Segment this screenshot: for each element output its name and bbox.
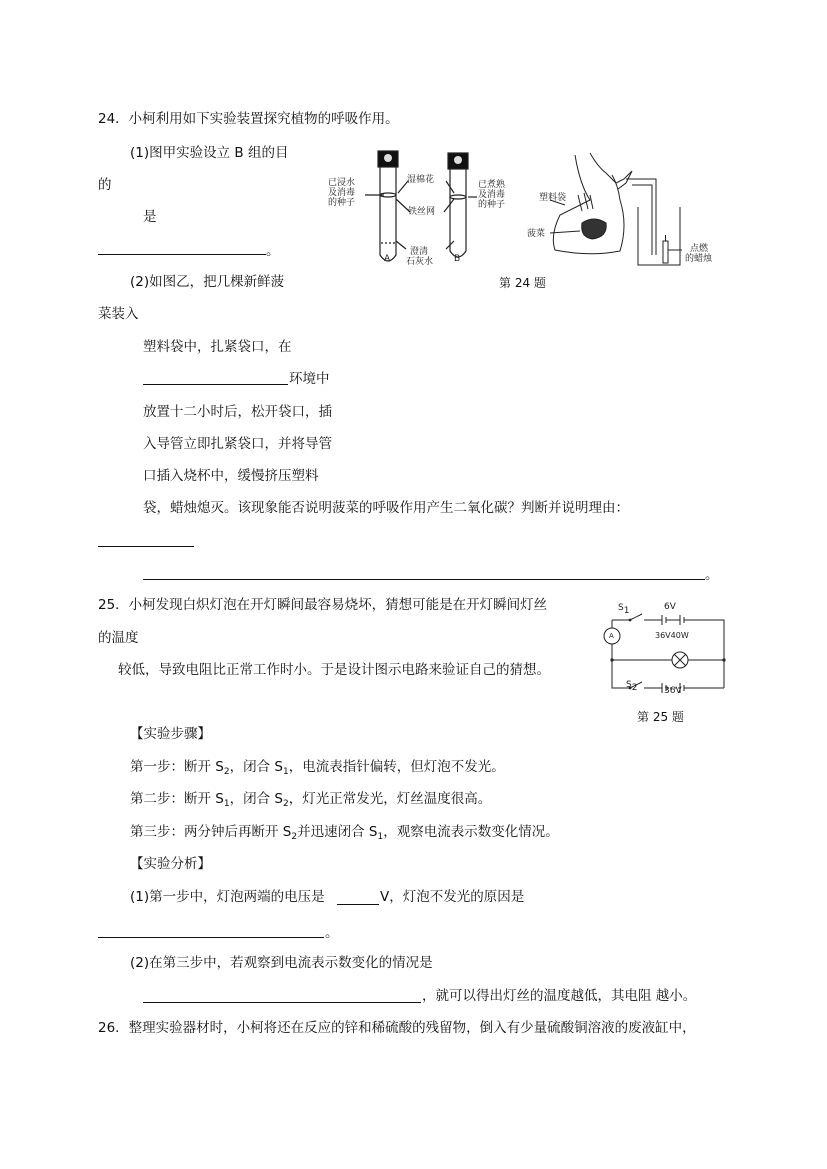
circuit-lamp-label: 36V40W — [655, 631, 689, 640]
label-candle-2: 的蜡烛 — [685, 254, 713, 264]
label-tube-a: A — [384, 254, 391, 264]
q24-p2-line2: 菜装入 — [98, 306, 139, 322]
label-seed-b-3: 的种子 — [478, 200, 506, 210]
q24-p2-blank-env[interactable] — [143, 384, 288, 385]
q25-a2-text: (2)在第三步中，若观察到电流表示数变化的情况是 — [130, 955, 433, 971]
q24-p1-line1: (1)图甲实验设立 B 组的目 — [130, 145, 289, 161]
q24-p2-blank-long[interactable] — [143, 579, 705, 580]
q25-stem-line3: 较低，导致电阻比正常工作时小。于是设计图示电路来验证自己的猜想。 — [118, 662, 550, 678]
q25-a1-end: 。 — [325, 925, 339, 941]
q25-stem-line2: 的温度 — [98, 630, 139, 646]
label-tube-b: B — [454, 254, 461, 264]
circuit-s1-label: $S_1$ — [618, 603, 630, 616]
q24-p2-line7: 口插入烧杯中，缓慢挤压塑料 — [143, 468, 319, 484]
q24-p1-line2: 的 — [98, 177, 112, 193]
q24-p2-end: 。 — [705, 567, 719, 583]
figure-25-circuit — [600, 600, 740, 700]
q25-steps-title: 【实验步骤】 — [130, 726, 211, 742]
label-bag: 塑料袋 — [539, 193, 567, 203]
q24-p2-line4: 环境中 — [289, 371, 330, 387]
q25-stem-line1: 25．小柯发现白炽灯泡在开灯瞬间最容易烧坏，猜想可能是在开灯瞬间灯丝 — [98, 597, 548, 613]
circuit-s2-label: $S_2$ — [626, 680, 638, 693]
q24-p2-blank-short[interactable] — [98, 546, 194, 547]
figure-25-caption: 第 25 题 — [637, 710, 684, 724]
label-spinach: 菠菜 — [527, 229, 546, 239]
label-seed-b-2: 及消毒 — [478, 190, 506, 200]
q25-a1-text2: V，灯泡不发光的原因是 — [380, 889, 525, 905]
q24-p2-line5: 放置十二小时后，松开袋口，插 — [143, 404, 332, 420]
label-seed-a-2: 及消毒 — [328, 188, 356, 198]
q24-p1-end: 。 — [266, 243, 280, 259]
q24-p2-line1: (2)如图乙，把几棵新鲜菠 — [130, 274, 285, 290]
q25-step1: 第一步：断开 $S_2$，闭合 $S_1$，电流表指针偏转，但灯泡不发光。 — [130, 759, 505, 777]
figure-24-caption: 第 24 题 — [499, 276, 546, 290]
q24-p2-line8: 袋，蜡烛熄灭。该现象能否说明菠菜的呼吸作用产生二氧化碳？判断并说明理由： — [143, 500, 629, 516]
label-seed-b-1: 已煮熟 — [478, 180, 506, 190]
q24-stem: 24．小柯利用如下实验装置探究植物的呼吸作用。 — [98, 111, 399, 127]
label-limewater-2: 石灰水 — [406, 257, 434, 267]
q24-p2-line3: 塑料袋中，扎紧袋口，在 — [143, 339, 292, 355]
q25-step3: 第三步：两分钟后再断开 $S_2$并迅速闭合 $S_1$，观察电流表示数变化情况。 — [130, 824, 559, 842]
circuit-battery1-label: 6V — [664, 602, 676, 612]
q26-stem: 26．整理实验器材时，小柯将还在反应的锌和稀硫酸的残留物，倒入有少量硫酸铜溶液的废液缸中， — [98, 1020, 696, 1036]
label-seed-a-1: 已浸水 — [328, 178, 356, 188]
q25-analysis-title: 【实验分析】 — [130, 856, 211, 872]
q25-a1-blank-voltage[interactable] — [337, 904, 379, 905]
q25-step2: 第二步：断开 $S_1$，闭合 $S_2$，灯光正常发光，灯丝温度很高。 — [130, 791, 492, 809]
label-seed-a-3: 的种子 — [328, 198, 356, 208]
circuit-ammeter-label: A — [609, 632, 614, 640]
label-candle-1: 点燃 — [690, 244, 709, 254]
q25-a1-text: (1)第一步中，灯泡两端的电压是 — [130, 889, 325, 905]
q25-a2-blank[interactable] — [143, 1002, 421, 1003]
label-cotton: 湿棉花 — [407, 175, 435, 185]
q25-a1-blank-reason[interactable] — [98, 937, 324, 938]
circuit-battery2-label: 36V — [664, 686, 682, 696]
q24-p2-line6: 入导管立即扎紧袋口，并将导管 — [143, 436, 332, 452]
q24-p1-blank[interactable] — [98, 254, 266, 255]
q25-a2-text2: ，就可以得出灯丝的温度越低，其电阻 越小。 — [422, 988, 697, 1004]
q24-p1-line3: 是 — [143, 209, 157, 225]
label-limewater-1: 澄清 — [410, 247, 429, 257]
label-mesh: 铁丝网 — [408, 207, 436, 217]
